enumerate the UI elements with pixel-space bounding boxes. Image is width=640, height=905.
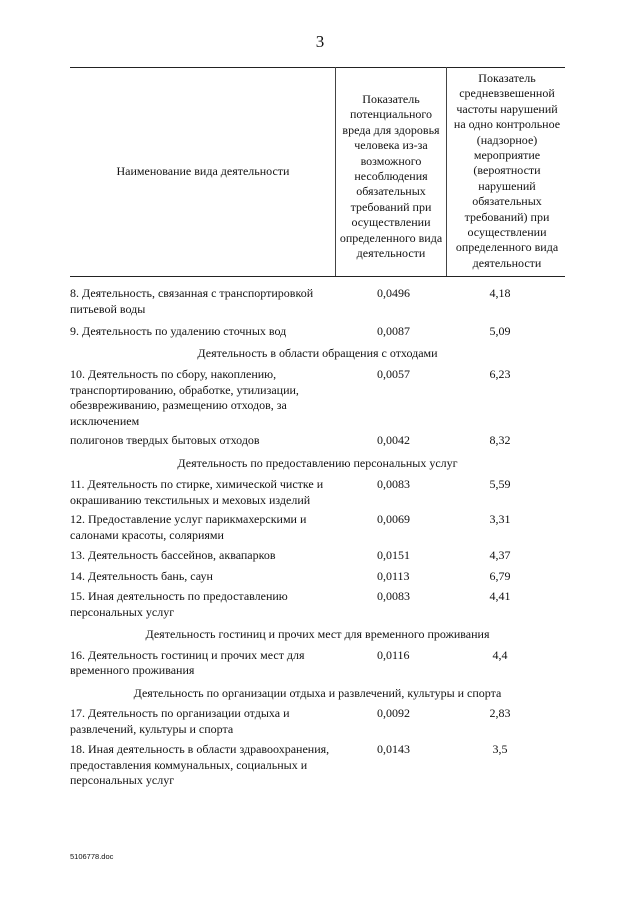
section-heading: Деятельность по организации отдыха и развлечений, культуры и спорта	[133, 685, 502, 700]
table-row	[70, 548, 565, 564]
harm-indicator-cell: 0,0042	[377, 433, 410, 447]
violation-frequency-cell: 6,23	[489, 367, 511, 381]
table-row	[70, 433, 565, 449]
harm-indicator-cell: 0,0113	[377, 568, 410, 583]
section-heading: Деятельность по предоставлению персональных услуг	[177, 455, 458, 470]
activity-name-cell: 10. Деятельность по сбору, накоплению, транспортированию, обработке, утилизации, обезвреживанию, размещению отходов, за исключением	[70, 367, 299, 428]
harm-indicator-cell: 0,0496	[377, 286, 410, 300]
file-name-footer: 5106778.doc	[70, 852, 114, 861]
table-row	[70, 589, 565, 620]
table-row	[70, 324, 565, 340]
column-divider-1	[335, 67, 336, 276]
table-row	[70, 477, 565, 508]
activity-name-cell: 9. Деятельность по удалению сточных вод	[70, 324, 287, 338]
harm-indicator-cell: 0,0092	[377, 706, 410, 720]
table-body	[70, 286, 565, 789]
table-row	[70, 742, 565, 789]
harm-indicator-cell: 0,0116	[377, 647, 410, 662]
harm-indicator-cell: 0,0151	[377, 548, 410, 562]
header-activity-name: Наименование вида деятельности	[116, 164, 290, 178]
section-heading: Деятельность в области обращения с отходами	[197, 345, 438, 360]
violation-frequency-cell: 2,83	[489, 706, 511, 720]
harm-indicator-cell: 0,0143	[377, 742, 410, 756]
violation-frequency-cell: 4,18	[489, 286, 511, 300]
violation-frequency-cell: 8,32	[489, 433, 511, 447]
table-row	[70, 648, 565, 679]
table-top-border	[70, 67, 565, 68]
violation-frequency-cell: 3,5	[492, 742, 508, 756]
activity-name-cell: 12. Предоставление услуг парикмахерскими и салонами красоты, соляриями	[70, 512, 307, 542]
harm-indicator-cell: 0,0087	[377, 324, 410, 338]
violation-frequency-cell: 4,4	[492, 647, 508, 662]
table-row	[70, 286, 565, 317]
header-violation-frequency: Показатель средневзвешенной частоты нарушений на одно контрольное (надзорное) мероприятие (вероятности нарушений обязательных требований) при осуществлении определенного вида деятельности	[453, 71, 561, 270]
section-heading: Деятельность гостиниц и прочих мест для временного проживания	[145, 627, 490, 641]
table-row	[70, 706, 565, 737]
activity-name-cell: 13. Деятельность бассейнов, аквапарков	[70, 548, 276, 562]
harm-indicator-cell: 0,0083	[377, 477, 410, 491]
activity-name-cell: 8. Деятельность, связанная с транспортировкой питьевой воды	[70, 286, 314, 316]
violation-frequency-cell: 3,31	[489, 512, 511, 526]
activity-name-cell: 18. Иная деятельность в области здравоохранения, предоставления коммунальных, социальных и персональных услуг	[70, 742, 330, 787]
activity-name-cell: 11. Деятельность по стирке, химической чистке и окрашиванию текстильных и меховых изделий	[70, 477, 324, 507]
activity-name-cell: 14. Деятельность бань, саун	[70, 568, 213, 583]
activity-name-cell: полигонов твердых бытовых отходов	[70, 433, 260, 447]
harm-indicator-cell: 0,0057	[377, 367, 410, 381]
activity-name-cell: 17. Деятельность по организации отдыха и развлечений, культуры и спорта	[70, 706, 290, 736]
activity-name-cell: 16. Деятельность гостиниц и прочих мест для временного проживания	[70, 647, 305, 677]
violation-frequency-cell: 4,41	[489, 589, 511, 603]
activity-name-cell: 15. Иная деятельность по предоставлению персональных услуг	[70, 589, 288, 619]
violation-frequency-cell: 4,37	[489, 548, 511, 562]
table-row	[70, 367, 565, 429]
column-divider-2	[446, 67, 447, 276]
table-row	[70, 569, 565, 585]
header-harm-indicator: Показатель потенциального вреда для здоровья человека из-за возможного несоблюдения обязательных требований при осуществлении определенного вида деятельности	[339, 92, 443, 261]
violation-frequency-cell: 6,79	[489, 568, 511, 583]
harm-indicator-cell: 0,0069	[377, 512, 410, 526]
violation-frequency-cell: 5,59	[489, 477, 511, 491]
header-bottom-border	[70, 276, 565, 277]
harm-indicator-cell: 0,0083	[377, 589, 410, 603]
table-row	[70, 512, 565, 543]
violation-frequency-cell: 5,09	[489, 324, 511, 338]
page-number: 3	[315, 32, 325, 51]
